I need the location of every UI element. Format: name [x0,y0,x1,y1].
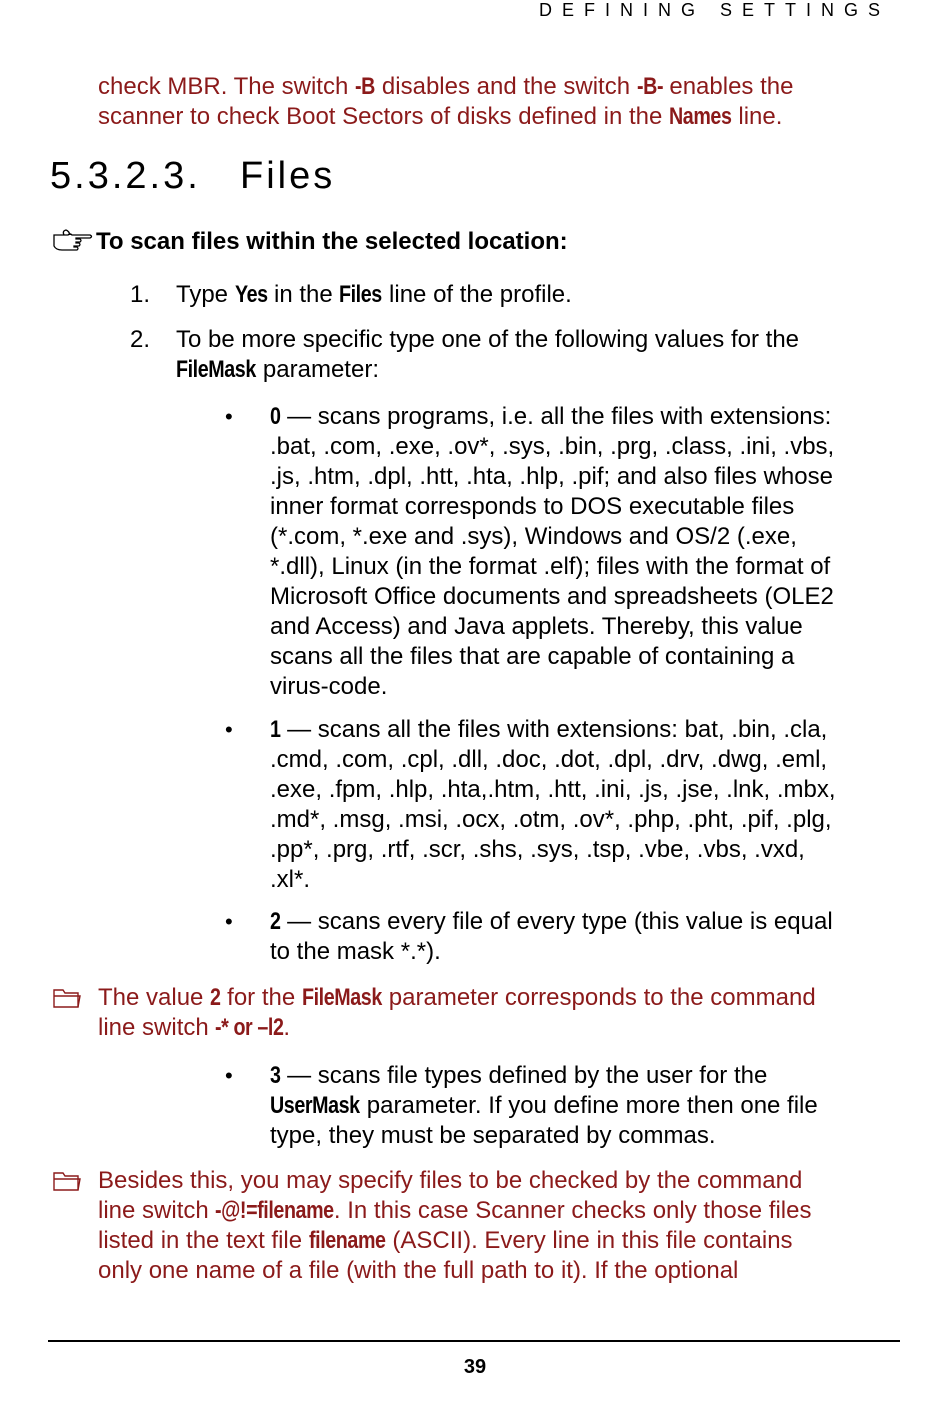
procedure-heading [52,228,568,258]
intro-paragraph [98,72,898,132]
step-text: Type Yes in the Files line of the profile. [176,281,572,308]
note-icon [52,986,82,1012]
bullet-dot: • [225,717,233,742]
step-text: To be more specific type one of the following values for the FileMask parameter: [176,326,800,383]
section-title: Files [240,155,336,197]
step-number: 2. [130,326,151,353]
procedure-title: To scan files within the selected location: [96,228,568,255]
footer-rule [48,1340,900,1342]
running-header: DEFINING SETTINGS [538,0,890,20]
intro-line-1: check MBR. The switch -B disables and the switch -B- enables the [98,73,794,100]
note-icon [52,1169,82,1195]
page-number: 39 [463,1356,487,1378]
yes-keyword: Yes [234,281,268,308]
step-1 [130,280,572,310]
value-key: 3 [270,1062,281,1089]
step-2 [130,325,800,383]
section-heading [50,155,335,198]
bullet-dot: • [225,909,233,934]
section-number: 5.3.2.3. [50,155,201,197]
value-key: 0 [270,403,281,430]
intro-line-2: scanner to check Boot Sectors of disks defined in the Names line. [98,103,783,130]
names-keyword: Names [668,103,732,130]
switch-b: -B [354,73,375,100]
switch-b-minus: -B- [636,73,663,100]
files-keyword: Files [339,281,383,308]
filemask-keyword: FileMask [176,356,256,383]
usermask-keyword: UserMask [270,1092,360,1119]
step-number: 1. [130,281,151,308]
value-key: 1 [270,716,281,743]
bullet-dot: • [225,1063,233,1088]
value-key: 2 [270,908,281,935]
bullet-dot: • [225,404,233,429]
pointing-hand-icon [52,229,96,258]
